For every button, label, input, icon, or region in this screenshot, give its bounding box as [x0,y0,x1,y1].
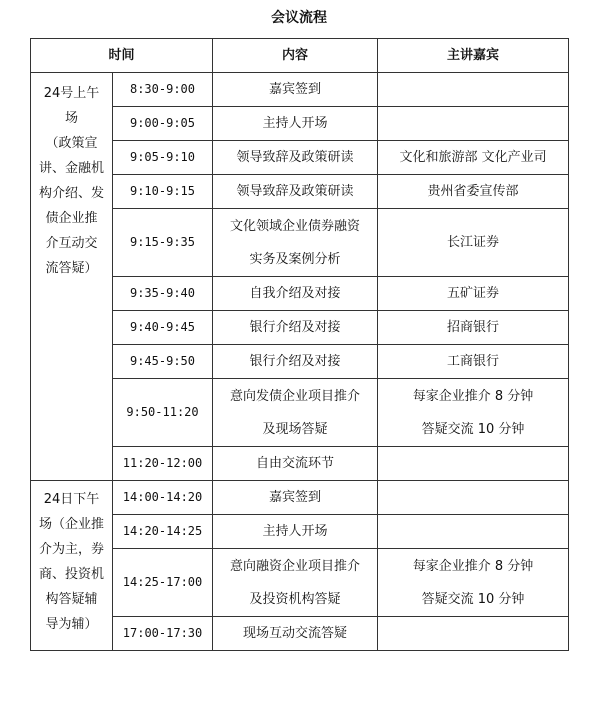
speaker-cell [378,73,569,107]
content-cell [213,107,378,141]
content-line: 文化领域企业债券融资 [230,218,361,234]
session-label-line: 债企业推 [45,211,98,226]
speaker-cell [378,311,569,345]
session-label-line: 导为辅） [45,617,98,632]
content-cell [213,175,378,209]
speaker-cell [378,277,569,311]
content-line: 嘉宾签到 [269,82,322,97]
speaker-cell [378,209,569,277]
table-row [31,73,569,107]
time-cell: 9:45-9:50 [113,345,213,379]
content-cell [213,73,378,107]
session-label-line: （政策宣 [45,136,98,151]
session-label-line: 场（企业推 [39,517,105,532]
time-cell: 9:50-11:20 [113,379,213,447]
content-line: 银行介绍及对接 [249,320,341,335]
header-time: 时间 [31,39,213,73]
speaker-line: 长江证券 [447,235,500,250]
time-cell: 8:30-9:00 [113,73,213,107]
speaker-line: 答疑交流 10 分钟 [421,591,525,607]
content-cell [213,447,378,481]
content-cell [213,379,378,447]
content-line: 意向融资企业项目推介 [230,558,361,574]
content-line: 领导致辞及政策研读 [236,150,354,165]
speaker-line: 贵州省委宣传部 [427,184,519,199]
time-cell: 14:00-14:20 [113,481,213,515]
session-label-line: 介互动交 [45,236,98,251]
session-label-line: 构答疑辅 [45,592,98,607]
session-label [31,481,113,651]
content-cell [213,277,378,311]
session-label-line: 讲、金融机 [39,161,105,176]
content-line: 自由交流环节 [256,456,335,471]
time-cell: 17:00-17:30 [113,617,213,651]
content-line: 嘉宾签到 [269,490,322,505]
speaker-line: 每家企业推介 8 分钟 [412,388,534,404]
time-cell: 9:35-9:40 [113,277,213,311]
speaker-cell [378,617,569,651]
speaker-cell [378,107,569,141]
time-cell: 9:40-9:45 [113,311,213,345]
speaker-line: 招商银行 [447,320,500,335]
content-line: 银行介绍及对接 [249,354,341,369]
schedule-body [31,73,569,651]
time-cell: 9:15-9:35 [113,209,213,277]
speaker-line: 文化和旅游部 文化产业司 [399,150,547,165]
speaker-cell [378,141,569,175]
content-cell [213,141,378,175]
session-label-line: 场 [64,111,78,126]
content-cell [213,515,378,549]
speaker-line: 五矿证券 [447,286,500,301]
time-cell: 9:00-9:05 [113,107,213,141]
time-cell: 14:20-14:25 [113,515,213,549]
speaker-cell [378,345,569,379]
time-cell: 14:25-17:00 [113,549,213,617]
content-line: 现场互动交流答疑 [243,626,348,641]
speaker-line: 每家企业推介 8 分钟 [412,558,534,574]
time-cell: 9:10-9:15 [113,175,213,209]
content-cell [213,481,378,515]
speaker-cell [378,379,569,447]
content-line: 自我介绍及对接 [249,286,341,301]
header-row [31,39,569,73]
table-row [31,481,569,515]
document-title: 会议流程 [271,10,327,26]
speaker-cell [378,175,569,209]
time-cell: 9:05-9:10 [113,141,213,175]
session-label-line: 24号上午 [43,86,100,101]
speaker-line: 工商银行 [447,354,500,369]
content-line: 及现场答疑 [262,421,328,437]
session-label-line: 构介绍、发 [39,186,105,201]
content-cell [213,617,378,651]
speaker-line: 答疑交流 10 分钟 [421,421,525,437]
content-line: 主持人开场 [262,116,328,131]
session-label-line: 24日下午 [43,492,100,507]
session-label-line: 介为主，券 [39,542,105,557]
session-label-line: 流答疑） [45,261,98,276]
content-line: 领导致辞及政策研读 [236,184,354,199]
header-content: 内容 [213,39,378,73]
session-label [31,73,113,481]
speaker-cell [378,481,569,515]
session-label-line: 商、投资机 [39,567,105,582]
content-line: 及投资机构答疑 [249,591,341,607]
content-cell [213,209,378,277]
speaker-cell [378,515,569,549]
time-cell: 11:20-12:00 [113,447,213,481]
content-line: 主持人开场 [262,524,328,539]
content-line: 实务及案例分析 [249,251,341,267]
content-cell [213,549,378,617]
speaker-cell [378,447,569,481]
content-line: 意向发债企业项目推介 [230,388,361,404]
content-cell [213,345,378,379]
schedule-table [30,38,569,651]
speaker-cell [378,549,569,617]
header-speaker: 主讲嘉宾 [378,39,569,73]
content-cell [213,311,378,345]
